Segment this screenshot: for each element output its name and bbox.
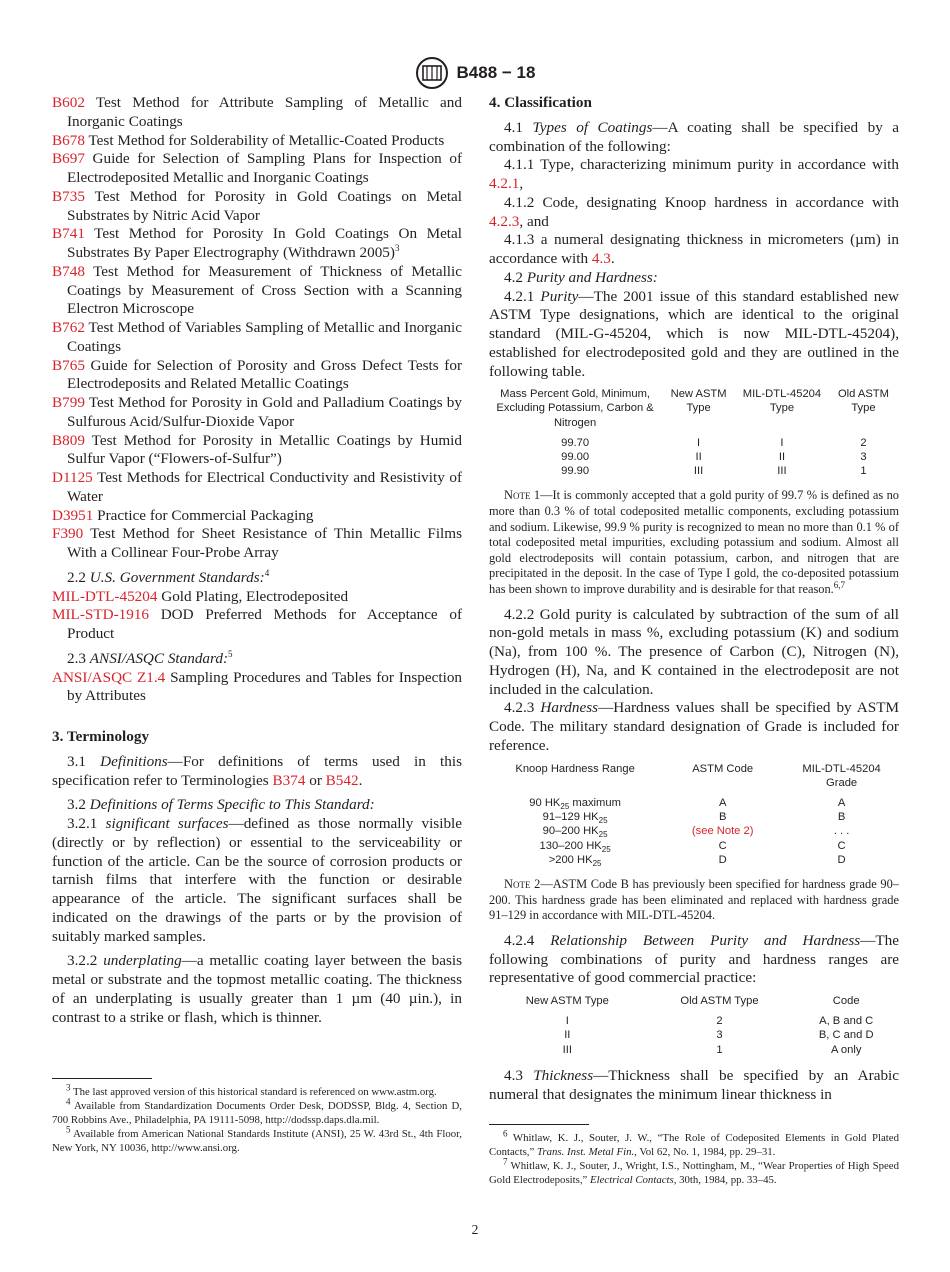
table-row: >200 $HK_{25}$ D D <box>548 853 846 869</box>
table-row: I 2 A, B and C <box>565 1015 874 1028</box>
footnote-divider <box>52 1078 152 1079</box>
ref-code-link[interactable]: D1125 <box>52 469 93 486</box>
table-row: 90–200 $HK_{25}$ (see Note 2) . . . <box>542 825 850 840</box>
ref-link-b542[interactable]: B542 <box>325 771 359 789</box>
ref-code-link[interactable]: B602 <box>52 94 85 111</box>
para-3-2-2: 3.2.2 underplating—a metallic coating layer between the basis metal or substrate and the topmost metallic coating. The thickness of an underplating is usually greater than 1 µm (40 µin.), in contrast to a strike or flash, which is thinner. <box>52 952 462 1026</box>
para-4-3: 4.3 Thickness—Thickness shall be specified by an Arabic numeral that designates the minimum linear thickness in <box>489 1066 900 1103</box>
ref-code-link[interactable]: MIL-STD-1916 <box>52 606 150 624</box>
footnote: $^4$ Available from Standardization Documents Order Desk, DODSSP, Bldg. 4, Section D, 700 Robbins Ave., Philadelphia, PA 19111-5098, http://dodssp.daps.dla.mil. <box>52 1096 462 1126</box>
para-4-2-1: 4.2.1 Purity—The 2001 issue of this standard established new ASTM Type designations, which are identical to the original standard (MIL-G-45204, which is now MIL-DTL-45204), established for electrodeposited gold and they are outlined in the following table. <box>489 287 900 380</box>
table-header: New ASTM Type <box>525 995 609 1008</box>
ref-item: B799 Test Method for Porosity in Gold and Palladium Coatings by Sulfurous Acid/Sulfur-Dioxide Vapor <box>52 394 462 430</box>
ref-code-link[interactable]: B697 <box>52 150 85 168</box>
ref-item: B697 Guide for Selection of Sampling Plans for Inspection of Electrodeposited Metallic and Inorganic Coatings <box>52 150 462 186</box>
ref-link-4-2-1[interactable]: 4.2.1 <box>489 175 520 192</box>
ref-item: MIL-STD-1916 DOD Preferred Methods for Acceptance of Product <box>52 606 462 642</box>
ref-item: B765 Guide for Selection of Porosity and Gross Defect Tests for Electrodeposits and Related Metallic Coatings <box>52 356 462 393</box>
right-footnotes <box>489 1124 899 1187</box>
ref-item: D3951 Practice for Commercial Packaging <box>52 506 314 524</box>
table-header: New ASTM Type <box>670 388 727 415</box>
para-4-1-3: 4.1.3 a numeral designating thickness in micrometers (µm) in accordance with 4.3. <box>489 231 899 267</box>
table-row: 99.00 II II 3 <box>561 451 867 464</box>
ref-code-link[interactable]: B748 <box>52 262 85 280</box>
table-header: Knoop Hardness Range <box>515 762 635 775</box>
table-row: 99.90 III III 1 <box>561 465 867 478</box>
table-header: ASTM Code <box>692 762 754 775</box>
table-header: Mass Percent Gold, Minimum, Excluding Potassium, Carbon & Nitrogen <box>496 388 654 429</box>
ref-item: B809 Test Method for Porosity in Metallic Coatings by Humid Sulfur Vapor (“Flowers-of-Sulfur”) <box>52 431 462 468</box>
ref-code-link[interactable]: B765 <box>52 356 85 374</box>
table-header: MIL-DTL-45204 Type <box>742 388 822 415</box>
ref-code-link[interactable]: B809 <box>52 431 85 449</box>
left-footnotes <box>52 1078 462 1155</box>
table-row: II 3 B, C and D <box>564 1029 874 1042</box>
ref-code-link[interactable]: B735 <box>52 187 85 205</box>
para-3-2-1: 3.2.1 significant surfaces—defined as those normally visible (directly or by reflection) or essential to the serviceability or function of the article. Can be the source of corrosion products or tarnish films that interfere with the function or desirable appearance of the article. The significant surfaces shall be indicated on the drawings of the parts or by the provision of suitably marked samples. <box>52 815 462 945</box>
withdrawn-note: (Withdrawn 2005) <box>282 244 395 261</box>
ref-link-b374[interactable]: B374 <box>272 771 306 789</box>
para-4-2: 4.2 Purity and Hardness: <box>504 268 658 286</box>
table-header: MIL-DTL-45204 Grade <box>802 762 881 789</box>
note-2: Note 2—ASTM Code B has previously been specified for hardness grade 90–200. This hardness grade has been eliminated and replaced with hardness grade 91–129 in accordance with MIL-DTL-45204. <box>489 877 899 923</box>
footnote: $^3$ The last approved version of this historical standard is referenced on www.astm.org. <box>66 1082 437 1098</box>
footnote: $^6$ Whitlaw, K. J., Souter, J. W., “The Role of Codeposited Elements in Gold Plated Contacts,” Trans. Inst. Metal Fin., Vol 62, No. 1, 1984, pp. 29–31. <box>489 1128 899 1158</box>
footnote: $^7$ Whitlaw, K. J., Souter, J., Wright, I.S., Nottingham, M., “Wear Properties of High Speed Gold Electrodeposits,” Electrical Contacts, 30th, 1984, pp. 33–45. <box>489 1156 899 1186</box>
para-3-2: 3.2 Definitions of Terms Specific to This Standard: <box>67 796 375 814</box>
note-1: Note 1—It is commonly accepted that a gold purity of 99.7 % is defined as no more than 0.3 % of total codeposited metallic components, excluding potassium and sodium. Likewise, 99.9 % purity is recognized to mean no more than 0.1 % of total codeposited metal impurities, excluding potassium and sodium. Almost all gold electrodeposits will contain potassium, carbon, and nitrogen that are precipitated in the deposit. In the case of Type I gold, the co-deposited potassium has been shown to improve durability and is desirable for that reason.$^{6,7}$ <box>489 488 899 597</box>
note-2-link[interactable]: (see Note 2) <box>691 825 754 838</box>
section-2-3-heading: 2.3 ANSI/ASQC Standard:$^5$ <box>67 648 233 667</box>
ref-link-4-3[interactable]: 4.3 <box>591 250 611 267</box>
ref-item: D1125 Test Methods for Electrical Conductivity and Resistivity of Water <box>52 469 462 505</box>
hardness-table <box>489 762 899 867</box>
ref-item: B735 Test Method for Porosity in Gold Coatings on Metal Substrates by Nitric Acid Vapor <box>52 187 462 224</box>
ref-item: B678 Test Method for Solderability of Metallic-Coated Products <box>52 131 445 149</box>
para-4-2-2: 4.2.2 Gold purity is calculated by subtraction of the sum of all non-gold metals in mass %, excluding potassium (K) and sodium (Na), from 100 %. The presence of Carbon (C), Nitrogen (N), Hydrogen (H), Na, and K contained in the electrodeposit are not included in the calculation. <box>489 605 899 698</box>
para-4-1-2: 4.1.2 Code, designating Knoop hardness in accordance with 4.2.3, and <box>489 193 899 230</box>
table-row: 130–200 $HK_{25}$ C C <box>539 839 846 854</box>
combination-table <box>489 994 899 1057</box>
table-header: Old ASTM Type <box>837 388 889 415</box>
table-row: III 1 A only <box>562 1043 862 1056</box>
terminology-heading: 3. Terminology <box>52 728 150 745</box>
ref-code-link[interactable]: B762 <box>52 319 85 336</box>
footnote-marker: 3 <box>394 242 400 253</box>
para-4-1: 4.1 Types of Coatings—A coating shall be specified by a combination of the following: <box>489 118 899 155</box>
page-number: 2 <box>471 1222 479 1237</box>
ref-code-link[interactable]: B799 <box>52 394 85 411</box>
ref-item: B748 Test Method for Measurement of Thickness of Metallic Coatings by Measurement of Cross Section with a Scanning Electron Microscope <box>52 262 462 318</box>
table-row: 91–129 $HK_{25}$ B B <box>542 811 846 826</box>
table-header: Code <box>832 995 860 1008</box>
ref-link-4-2-3[interactable]: 4.2.3 <box>489 212 520 230</box>
right-column <box>489 94 899 1104</box>
ref-item: B602 Test Method for Attribute Sampling of Metallic and Inorganic Coatings <box>52 94 462 130</box>
para-3-1: 3.1 Definitions—For definitions of terms used in this specification refer to Terminologies B374 or B542. <box>52 752 462 789</box>
section-2-2-heading: 2.2 U.S. Government Standards:$^4$ <box>67 567 270 586</box>
footnote: $^5$ Available from American National Standards Institute (ANSI), 25 W. 43rd St., 4th Floor, New York, NY 10036, http://www.ansi.org. <box>52 1124 462 1154</box>
ref-item: B741 Test Method for Porosity In Gold Coatings On Metal Substrates By Paper Electrography (Withdrawn 2005)$^3$ <box>52 225 462 261</box>
table-header: Old ASTM Type <box>680 995 759 1008</box>
ref-code-link[interactable]: B741 <box>52 225 85 243</box>
purity-table <box>489 387 899 478</box>
left-column <box>52 94 462 1027</box>
ref-code-link[interactable]: F390 <box>52 525 84 543</box>
ref-item: B762 Test Method of Variables Sampling of Metallic and Inorganic Coatings <box>52 319 462 355</box>
ref-code-link[interactable]: ANSI/ASQC Z1.4 <box>52 668 166 686</box>
para-4-2-3: 4.2.3 Hardness—Hardness values shall be specified by ASTM Code. The military standard designation of Grade is included for reference. <box>489 699 899 754</box>
table-row: 90 $HK_{25}$ maximum A A <box>529 797 846 812</box>
astm-logo-icon <box>415 56 449 90</box>
classification-heading: 4. Classification <box>489 94 592 111</box>
ref-item: ANSI/ASQC Z1.4 Sampling Procedures and Tables for Inspection by Attributes <box>52 668 463 705</box>
para-4-2-4: 4.2.4 Relationship Between Purity and Hardness—The following combinations of purity and hardness ranges are representative of good commercial practice: <box>489 931 899 987</box>
ref-code-link[interactable]: B678 <box>52 131 85 149</box>
standard-designation: B488 − 18 <box>456 63 536 82</box>
para-4-1-1: 4.1.1 Type, characterizing minimum purity in accordance with 4.2.1, <box>489 156 899 192</box>
footnote-divider <box>489 1124 589 1125</box>
ref-item: MIL-DTL-45204 Gold Plating, Electrodeposited <box>52 587 349 605</box>
table-row: 99.70 I I 2 <box>561 436 867 449</box>
ref-code-link[interactable]: D3951 <box>52 506 94 524</box>
ref-code-link[interactable]: MIL-DTL-45204 <box>52 587 158 605</box>
page-header <box>0 56 950 90</box>
ref-item: F390 Test Method for Sheet Resistance of Thin Metallic Films With a Collinear Four-Probe Array <box>52 525 462 561</box>
